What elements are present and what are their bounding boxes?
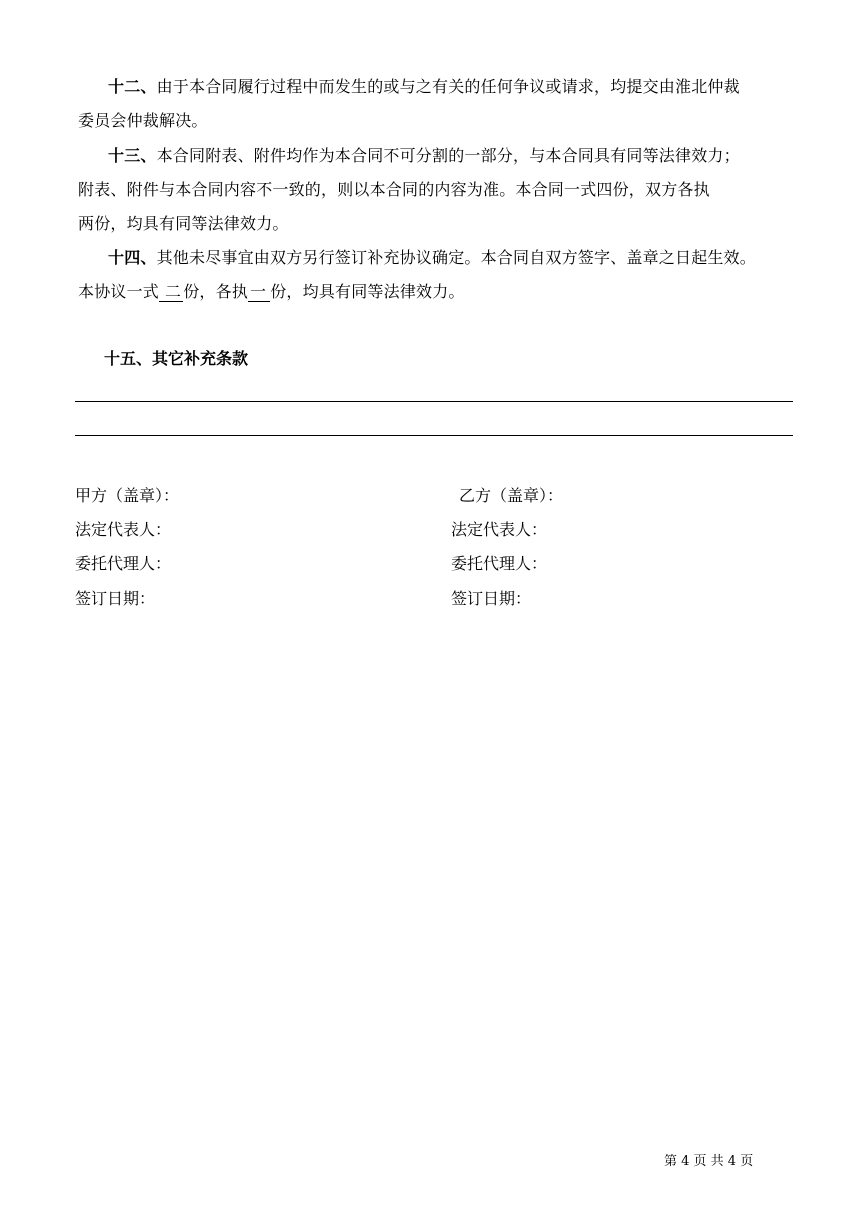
clause-13-line-3: 两份，均具有同等法律效力。 <box>78 214 289 233</box>
party-b-legal-rep-label: 法定代表人： <box>451 520 548 539</box>
clause-13-line-2: 附表、附件与本合同内容不一致的，则以本合同的内容为准。本合同一式四份，双方各执 <box>78 180 710 199</box>
supplement-blank-line-2 <box>75 435 793 436</box>
supplement-title: 十五、其它补充条款 <box>104 349 249 368</box>
party-a-date-label: 签订日期： <box>75 589 156 608</box>
supplement-blank-line-1 <box>75 401 793 402</box>
party-a-legal-rep-label: 法定代表人： <box>75 520 172 539</box>
clause-13-line-1: 本合同附表、附件均作为本合同不可分割的一部分，与本合同具有同等法律效力； <box>156 146 740 165</box>
clause-12-line-1: 由于本合同履行过程中而发生的或与之有关的任何争议或请求，均提交由淮北仲裁 <box>156 77 740 96</box>
clause-12-number: 十二、 <box>108 77 157 96</box>
clause-12-line-2: 委员会仲裁解决。 <box>78 111 208 130</box>
party-b-date-label: 签订日期： <box>451 589 532 608</box>
page-number: 第 4 页 共 4 页 <box>664 1154 754 1169</box>
copies-total-field: 二 <box>159 283 183 302</box>
clause-13 <box>78 139 794 241</box>
clause-13-number: 十三、 <box>108 146 157 165</box>
party-a-seal-label: 甲方（盖章）： <box>75 486 180 505</box>
party-a-agent-label: 委托代理人： <box>75 554 172 573</box>
copies-each-field: 一 <box>248 283 270 302</box>
clause-14-line-1: 其他未尽事宜由双方另行签订补充协议确定。本合同自双方签字、盖章之日起生效。 <box>156 248 757 267</box>
clause-14-number: 十四、 <box>108 248 157 267</box>
party-b-agent-label: 委托代理人： <box>451 554 548 573</box>
party-b-seal-label: 乙方（盖章）： <box>459 486 564 505</box>
clause-14 <box>78 241 794 309</box>
clause-14-line-2: 本协议一式 二 份，各执 一 份，均具有同等法律效力。 <box>78 282 465 301</box>
clause-12 <box>78 70 794 138</box>
